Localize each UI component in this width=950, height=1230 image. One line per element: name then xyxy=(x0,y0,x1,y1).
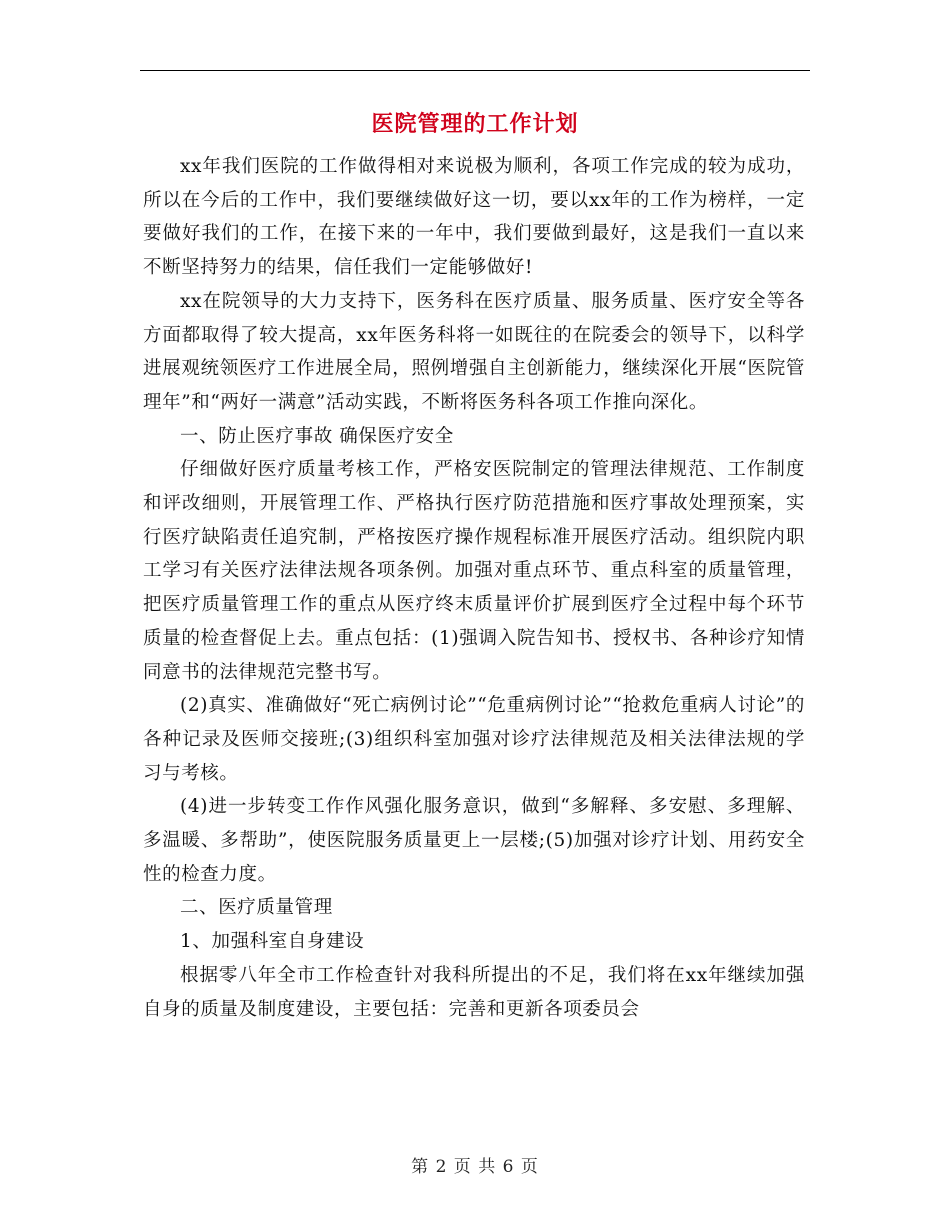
paragraph-service: (4)进一步转变工作作风强化服务意识，做到“多解释、多安慰、多理解、多温暖、多帮助”，使医院服务质量更上一层楼;(5)加强对诊疗计划、用药安全性的检查力度。 xyxy=(143,796,805,885)
paragraph-self-building: 根据零八年全市工作检查针对我科所提出的不足，我们将在xx年继续加强自身的质量及制度建设，主要包括：完善和更新各项委员会 xyxy=(143,964,805,1020)
paragraph-quality-assessment: 仔细做好医疗质量考核工作，严格安医院制定的管理法律规范、工作制度和评改细则，开展管理工作、严格执行医疗防范措施和医疗事故处理预案，实行医疗缺陷责任追究制，严格按医疗操作规程标准开展医疗活动。组织院内职工学习有关医疗法律法规各项条例。加强对重点环节、重点科室的质量管理，把医疗质量管理工作的重点从医疗终末质量评价扩展到医疗全过程中每个环节质量的检查督促上去。重点包括：(1)强调入院告知书、授权书、各种诊疗知情同意书的法律规范完整书写。 xyxy=(143,459,805,683)
header-rule xyxy=(140,70,810,71)
page-footer: 第 2 页 共 6 页 xyxy=(411,1157,539,1177)
subsection-heading-1: 1、加强科室自身建设 xyxy=(180,931,365,953)
paragraph-records: (2)真实、准确做好“死亡病例讨论”“危重病例讨论”“抢救危重病人讨论”的各种记录及医师交接班;(3)组织科室加强对诊疗法律规范及相关法律法规的学习与考核。 xyxy=(143,695,805,784)
section-heading-2: 二、医疗质量管理 xyxy=(180,897,333,919)
section-heading-1: 一、防止医疗事故 确保医疗安全 xyxy=(180,425,454,447)
document-body xyxy=(143,150,805,1026)
paragraph-intro: xx年我们医院的工作做得相对来说极为顺利，各项工作完成的较为成功，所以在今后的工作中，我们要继续做好这一切，要以xx年的工作为榜样，一定要做好我们的工作，在接下来的一年中，我们要做到最好，这是我们一直以来不断坚持努力的结果，信任我们一定能够做好! xyxy=(143,156,805,279)
paragraph-support: xx在院领导的大力支持下，医务科在医疗质量、服务质量、医疗安全等各方面都取得了较大提高，xx年医务科将一如既往的在院委会的领导下，以科学进展观统领医疗工作进展全局，照例增强自主创新能力，继续深化开展“医院管理年”和“两好一满意”活动实践，不断将医务科各项工作推向深化。 xyxy=(143,290,805,413)
document-title: 医院管理的工作计划 xyxy=(371,112,579,137)
